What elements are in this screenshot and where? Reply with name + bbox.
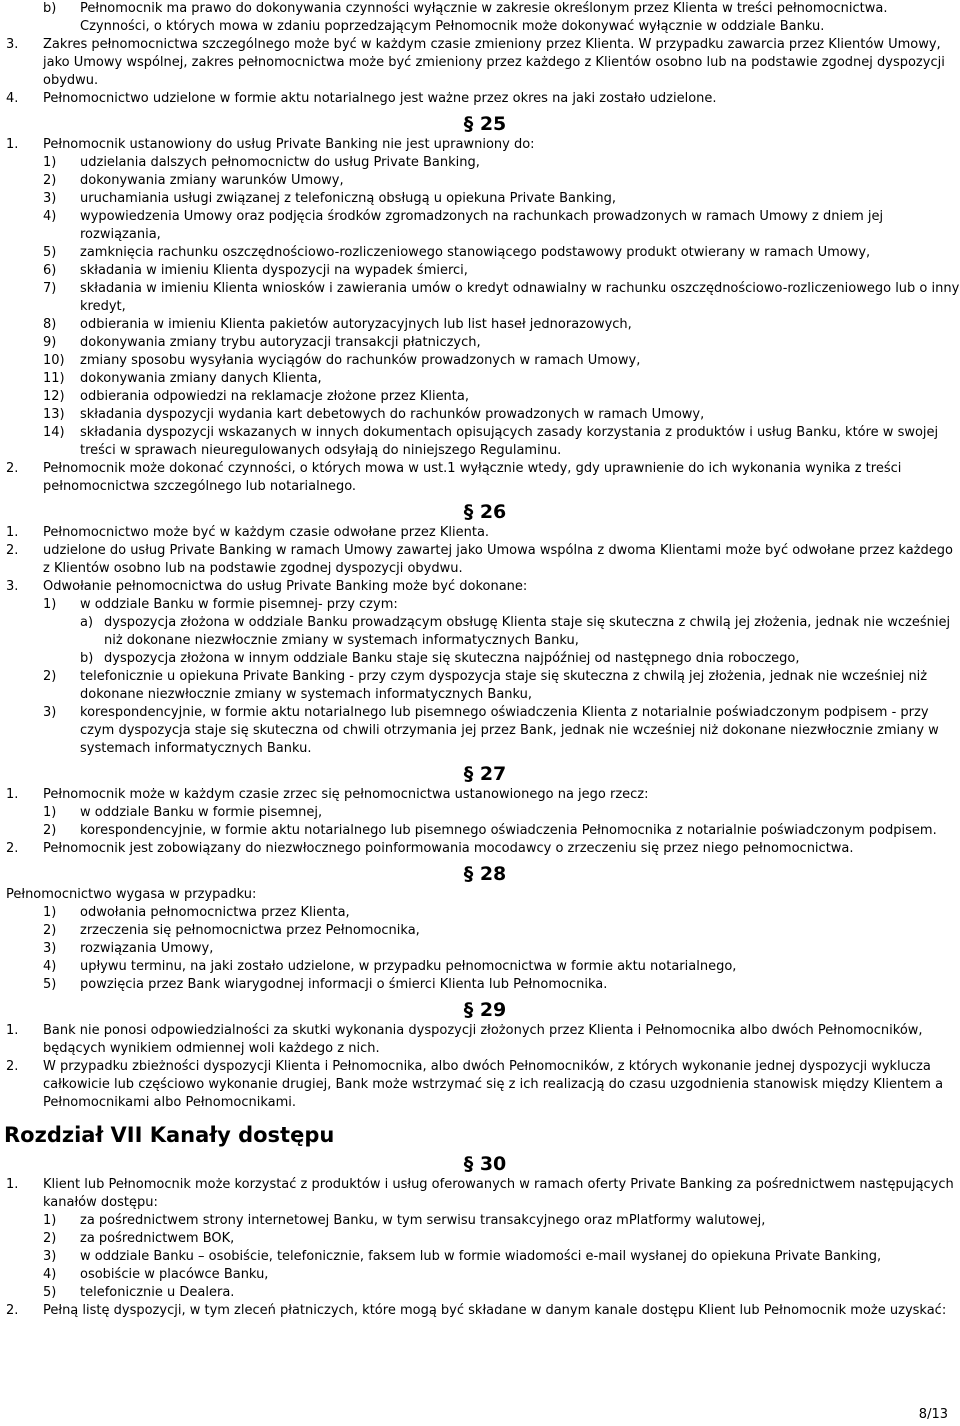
list-item-number: 1) [43, 1213, 57, 1228]
list-item [0, 352, 960, 370]
list-item-number: 4) [43, 1267, 57, 1282]
list-item-number: 1) [43, 805, 57, 820]
list-item-text: Pełnomocnik może w każdym czasie zrzec się pełnomocnictwa ustanowionego na jego rzecz: [43, 787, 649, 802]
list-item [0, 1266, 960, 1284]
list-item-number: 2) [43, 823, 57, 838]
list-item-text: odwołania pełnomocnictwa przez Klienta, [80, 905, 350, 920]
list-item-number: 2) [43, 669, 57, 684]
list-item [0, 542, 960, 578]
list-item-text: za pośrednictwem BOK, [80, 1231, 235, 1246]
page-number: 8/13 [918, 1407, 948, 1422]
chapter-heading: Rozdział VII Kanały dostępu [4, 1123, 335, 1147]
list-item-text: zrzeczenia się pełnomocnictwa przez Pełnomocnika, [80, 923, 420, 938]
list-item [0, 704, 960, 758]
list-item [0, 524, 960, 542]
list-item [0, 388, 960, 406]
list-item [0, 1212, 960, 1230]
list-item-number: 5) [43, 1285, 57, 1300]
list-item-number: 4. [6, 91, 19, 106]
list-item-text: odbierania w imieniu Klienta pakietów autoryzacyjnych lub list haseł jednorazowych, [80, 317, 632, 332]
list-item-text: składania w imieniu Klienta dyspozycji na wypadek śmierci, [80, 263, 468, 278]
list-item [0, 424, 960, 460]
list-item [0, 316, 960, 334]
list-item-text: w oddziale Banku – osobiście, telefonicznie, faksem lub w formie wiadomości e-mail wysłanej do opiekuna Private Banking, [80, 1249, 882, 1264]
list-item-text: telefonicznie u opiekuna Private Banking - przy czym dyspozycja staje się skuteczna z chwilą jej złożenia, jednak nie wcześniej niż dokonane niezwłocznie zmiany w systemach informatycznych Banku, [80, 669, 928, 702]
list-item [0, 940, 960, 958]
list-item-text: Pełną listę dyspozycji, w tym zleceń płatniczych, które mogą być składane w danym kanale dostępu Klient lub Pełnomocnik może uzyskać: [43, 1303, 947, 1318]
list-item-text: Odwołanie pełnomocnictwa do usług Private Banking może być dokonane: [43, 579, 528, 594]
list-item-number: 4) [43, 959, 57, 974]
paragraph: Pełnomocnictwo wygasa w przypadku: [6, 887, 257, 902]
list-item-number: 3. [6, 579, 19, 594]
list-item-text: powzięcia przez Bank wiarygodnej informacji o śmierci Klienta lub Pełnomocnika. [80, 977, 608, 992]
list-item [0, 1284, 960, 1302]
list-item-text: za pośrednictwem strony internetowej Banku, w tym serwisu transakcyjnego oraz mPlatformy walutowej, [80, 1213, 766, 1228]
list-item-text: Pełnomocnik jest zobowiązany do niezwłocznego poinformowania mocodawcy o zrzeczeniu się przez niego pełnomocnictwa. [43, 841, 854, 856]
list-item [0, 172, 960, 190]
list-item-text: udzielania dalszych pełnomocnictw do usług Private Banking, [80, 155, 480, 170]
list-item-number: 1. [6, 1023, 19, 1038]
list-item [0, 334, 960, 352]
list-item [0, 904, 960, 922]
list-item-text: Pełnomocnik ustanowiony do usług Private Banking nie jest uprawniony do: [43, 137, 535, 152]
section-heading: § 25 [463, 113, 507, 135]
list-item [0, 650, 960, 668]
list-item-number: 2. [6, 1303, 19, 1318]
list-item-text: dokonywania zmiany trybu autoryzacji transakcji płatniczych, [80, 335, 481, 350]
list-item-text: zamknięcia rachunku oszczędnościowo-rozliczeniowego stanowiącego podstawowy produkt otwierany w ramach Umowy, [80, 245, 871, 260]
list-item-number: 3) [43, 705, 57, 720]
list-item-number: 11) [43, 371, 65, 386]
list-item-text: Pełnomocnictwo udzielone w formie aktu notarialnego jest ważne przez okres na jaki zostało udzielone. [43, 91, 717, 106]
list-item-text: Bank nie ponosi odpowiedzialności za skutki wykonania dyspozycji złożonych przez Klienta i Pełnomocnika albo dwóch Pełnomocników, będących wynikiem odmiennej woli każdego z nich. [43, 1023, 923, 1056]
list-item [0, 958, 960, 976]
list-item-number: a) [80, 615, 94, 630]
list-item [0, 406, 960, 424]
list-item-number: 8) [43, 317, 57, 332]
list-item-number: 1) [43, 905, 57, 920]
list-item-text: Zakres pełnomocnictwa szczególnego może być w każdym czasie zmieniony przez Klienta. W przypadku zawarcia przez Klientów Umowy, jako Umowy wspólnej, zakres pełnomocnictwa może być zmieniony przez każdego z Klientów osobno lub na podstawie zgodnej dyspozycji obydwu. [43, 37, 945, 88]
list-item-text: odbierania odpowiedzi na reklamacje złożone przez Klienta, [80, 389, 469, 404]
list-item-number: b) [80, 651, 94, 666]
list-item-text: uruchamiania usługi związanej z telefoniczną obsługą u opiekuna Private Banking, [80, 191, 616, 206]
list-item-number: 1) [43, 155, 57, 170]
list-item [0, 822, 960, 840]
list-item [0, 922, 960, 940]
list-item [0, 976, 960, 994]
list-item-text: w oddziale Banku w formie pisemnej- przy czym: [80, 597, 398, 612]
section-heading: § 28 [463, 863, 507, 885]
list-item [0, 614, 960, 650]
list-item-text: upływu terminu, na jaki zostało udzielone, w przypadku pełnomocnictwa w formie aktu notarialnego, [80, 959, 737, 974]
list-item-number: 1. [6, 525, 19, 540]
list-item-text: osobiście w placówce Banku, [80, 1267, 269, 1282]
list-item-number: 3) [43, 941, 57, 956]
list-item-text: Pełnomocnik ma prawo do dokonywania czynności wyłącznie w zakresie określonym przez Klienta w treści pełnomocnictwa. Czynności, o których mowa w zdaniu poprzedzającym Pełnomocnik może dokonywać wyłącznie w oddziale Banku. [80, 1, 888, 34]
list-item-number: 5) [43, 977, 57, 992]
list-item-text: dokonywania zmiany danych Klienta, [80, 371, 322, 386]
list-item [0, 190, 960, 208]
list-item [0, 90, 960, 108]
list-item-text: rozwiązania Umowy, [80, 941, 214, 956]
list-item-number: 3. [6, 37, 19, 52]
list-item-number: 9) [43, 335, 57, 350]
list-item-number: 10) [43, 353, 65, 368]
list-item-number: 2. [6, 461, 19, 476]
section-heading: § 26 [463, 501, 507, 523]
list-item [0, 786, 960, 804]
list-item [0, 596, 960, 614]
list-item [0, 578, 960, 596]
list-item [0, 1022, 960, 1058]
list-item-text: składania dyspozycji wydania kart debetowych do rachunków prowadzonych w ramach Umowy, [80, 407, 705, 422]
list-item-number: 2) [43, 1231, 57, 1246]
list-item-text: telefonicznie u Dealera. [80, 1285, 235, 1300]
list-item-number: 2) [43, 923, 57, 938]
list-item [0, 0, 960, 36]
list-item-number: 14) [43, 425, 65, 440]
list-item-number: 12) [43, 389, 65, 404]
list-item-number: 3) [43, 191, 57, 206]
list-item-number: 7) [43, 281, 57, 296]
list-item [0, 840, 960, 858]
list-item-number: 13) [43, 407, 65, 422]
list-item [0, 280, 960, 316]
list-item-text: W przypadku zbieżności dyspozycji Klienta i Pełnomocnika, albo dwóch Pełnomocników, z których wykonanie jednej dyspozycji wyklucza całkowicie lub częściowo wykonanie drugiej, Bank może wstrzymać się z ich realizacją do czasu uzgodnienia stanowisk między Klientem a Pełnomocnikami albo Pełnomocnikami. [43, 1059, 944, 1110]
list-item [0, 460, 960, 496]
section-heading: § 30 [463, 1153, 507, 1175]
list-item [0, 1230, 960, 1248]
list-item-text: składania w imieniu Klienta wniosków i zawierania umów o kredyt odnawialny w rachunku oszczędnościowo-rozliczeniowego lub o inny kredyt, [80, 281, 960, 314]
list-item [0, 1176, 960, 1212]
list-item-text: dyspozycja złożona w innym oddziale Banku staje się skuteczna najpóźniej od następnego dnia roboczego, [104, 651, 800, 666]
list-item-number: 3) [43, 1249, 57, 1264]
section-heading: § 27 [463, 763, 507, 785]
list-item-number: 2. [6, 841, 19, 856]
section-heading: § 29 [463, 999, 507, 1021]
list-item-text: korespondencyjnie, w formie aktu notarialnego lub pisemnego oświadczenia Klienta z notarialnie poświadczonym podpisem - przy czym dyspozycja staje się skuteczna od chwili otrzymania jej przez Bank, jednak nie wcześniej niż dokonane niezwłocznie zmiany w systemach informatycznych Banku. [80, 705, 939, 756]
list-item-text: korespondencyjnie, w formie aktu notarialnego lub pisemnego oświadczenia Pełnomocnika z notarialnie poświadczonym podpisem. [80, 823, 937, 838]
list-item [0, 668, 960, 704]
list-item [0, 1058, 960, 1112]
list-item [0, 370, 960, 388]
list-item-text: Pełnomocnik może dokonać czynności, o których mowa w ust.1 wyłącznie wtedy, gdy uprawnienie do ich wykonania wynika z treści pełnomocnictwa szczególnego lub notarialnego. [43, 461, 902, 494]
list-item-number: b) [43, 1, 57, 16]
list-item [0, 804, 960, 822]
list-item-number: 4) [43, 209, 57, 224]
list-item-number: 1) [43, 597, 57, 612]
list-item-text: zmiany sposobu wysyłania wyciągów do rachunków prowadzonych w ramach Umowy, [80, 353, 641, 368]
list-item-text: dyspozycja złożona w oddziale Banku prowadzącym obsługę Klienta staje się skuteczna z chwilą jej złożenia, jednak nie wcześniej niż dokonane niezwłocznie zmiany w systemach informatycznych Banku, [104, 615, 951, 648]
list-item [0, 1302, 960, 1320]
list-item-text: udzielone do usług Private Banking w ramach Umowy zawartej jako Umowa wspólna z dwoma Klientami może być odwołane przez każdego z Klientów osobno lub na podstawie zgodnej dyspozycji obydwu. [43, 543, 953, 576]
list-item-number: 5) [43, 245, 57, 260]
list-item-number: 1. [6, 787, 19, 802]
list-item-text: Klient lub Pełnomocnik może korzystać z produktów i usług oferowanych w ramach oferty Private Banking za pośrednictwem następujących kanałów dostępu: [43, 1177, 954, 1210]
list-item-number: 2. [6, 543, 19, 558]
list-item [0, 36, 960, 90]
list-item-text: dokonywania zmiany warunków Umowy, [80, 173, 344, 188]
list-item-text: Pełnomocnictwo może być w każdym czasie odwołane przez Klienta. [43, 525, 490, 540]
list-item [0, 1248, 960, 1266]
list-item-number: 1. [6, 137, 19, 152]
list-item [0, 262, 960, 280]
list-item-text: wypowiedzenia Umowy oraz podjęcia środków zgromadzonych na rachunkach prowadzonych w ramach Umowy z dniem jej rozwiązania, [80, 209, 884, 242]
list-item-text: w oddziale Banku w formie pisemnej, [80, 805, 323, 820]
list-item-number: 1. [6, 1177, 19, 1192]
list-item [0, 208, 960, 244]
list-item-number: 6) [43, 263, 57, 278]
list-item [0, 136, 960, 154]
list-item [0, 244, 960, 262]
list-item-text: składania dyspozycji wskazanych w innych dokumentach opisujących zasady korzystania z produktów i usług Banku, które w swojej treści w sprawach nieuregulowanych odsyłają do niniejszego Regulaminu. [80, 425, 939, 458]
list-item-number: 2) [43, 173, 57, 188]
list-item [0, 154, 960, 172]
list-item-number: 2. [6, 1059, 19, 1074]
